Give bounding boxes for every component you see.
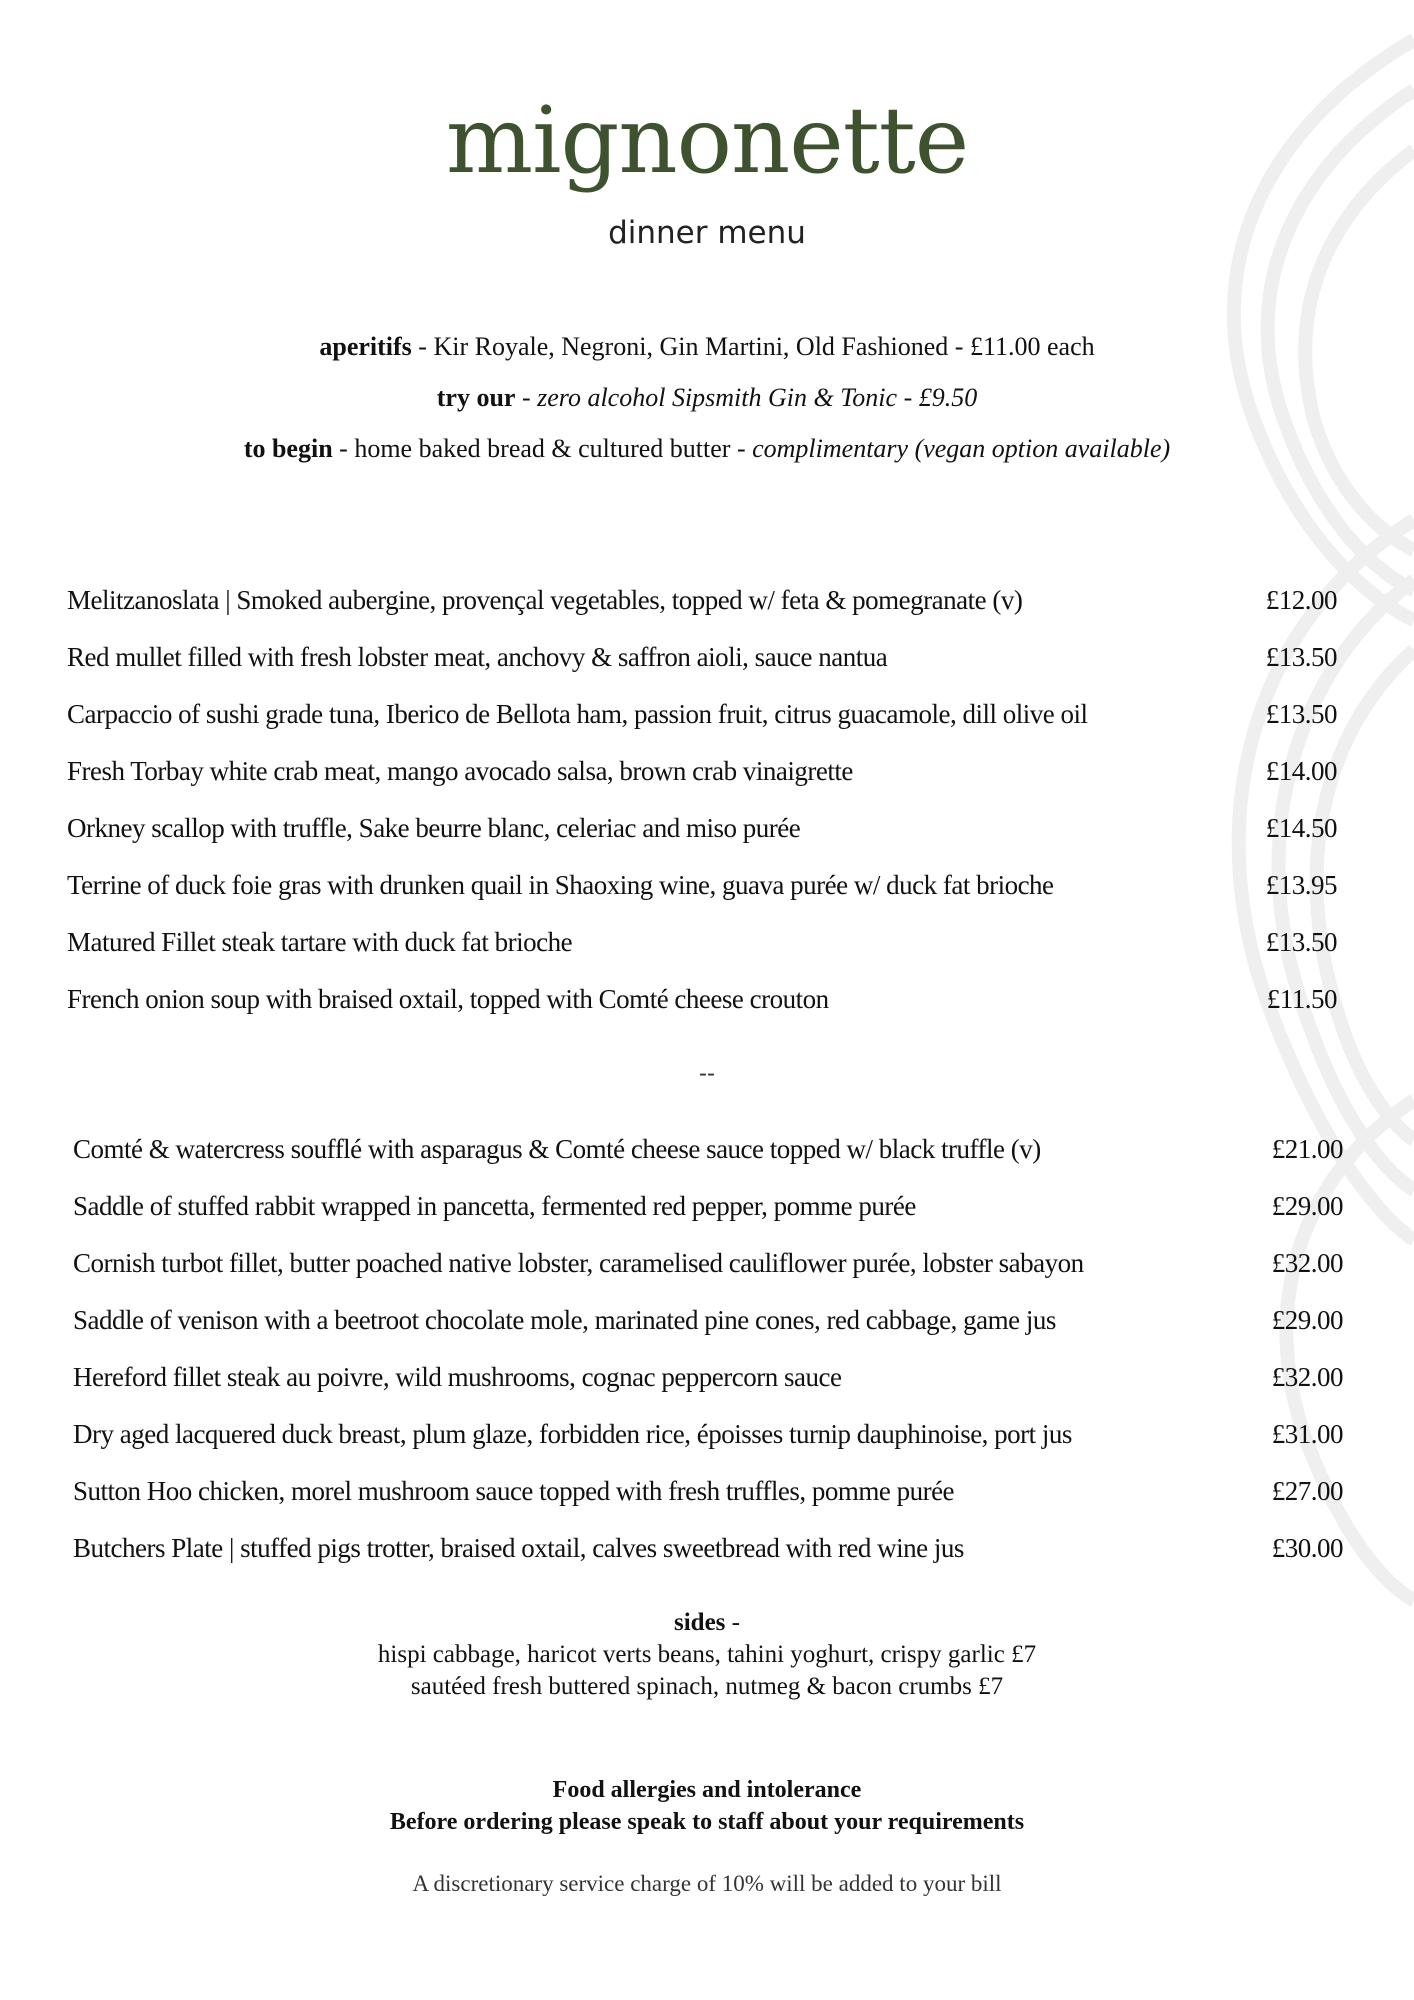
dish-name: French onion soup with braised oxtail, topped with Comté cheese crouton xyxy=(67,984,829,1014)
sides-sep: - xyxy=(725,1609,740,1636)
dish-price: £13.50 xyxy=(1265,699,1337,729)
dish-name: Fresh Torbay white crab meat, mango avocado salsa, brown crab vinaigrette xyxy=(67,756,853,786)
dish-name: Dry aged lacquered duck breast, plum glaze, forbidden rice, époisses turnip dauphinoise, port jus xyxy=(73,1419,1072,1449)
main-item xyxy=(73,1298,1343,1355)
dish-name: Sutton Hoo chicken, morel mushroom sauce topped with fresh truffles, pomme purée xyxy=(73,1476,955,1506)
dish-name: Butchers Plate | stuffed pigs trotter, braised oxtail, calves sweetbread with red wine jus xyxy=(73,1533,964,1563)
dish-name: Matured Fillet steak tartare with duck fat brioche xyxy=(67,927,573,957)
try-our-sep: - xyxy=(515,383,538,412)
dish-price: £11.50 xyxy=(1266,984,1337,1014)
dish-price: £31.00 xyxy=(1271,1419,1343,1449)
section-divider: -- xyxy=(699,1060,715,1087)
mains-list xyxy=(73,1127,1343,1583)
dish-name: Orkney scallop with truffle, Sake beurre blanc, celeriac and miso purée xyxy=(67,813,801,843)
starter-item xyxy=(67,806,1337,863)
starter-item xyxy=(67,578,1337,635)
starter-item xyxy=(67,863,1337,920)
brand-logo: mignonette xyxy=(445,87,969,194)
dish-price: £13.50 xyxy=(1265,642,1337,672)
dish-price: £13.50 xyxy=(1265,927,1337,957)
try-our-text: zero alcohol Sipsmith Gin & Tonic - £9.50 xyxy=(537,383,978,412)
allergy-note: Before ordering please speak to staff about your requirements xyxy=(389,1809,1025,1835)
dish-name: Cornish turbot fillet, butter poached native lobster, caramelised cauliflower purée, lobster sabayon xyxy=(73,1248,1084,1278)
to-begin-label: to begin xyxy=(243,434,333,463)
dish-price: £21.00 xyxy=(1271,1134,1343,1164)
to-begin-italic: complimentary (vegan option available) xyxy=(752,434,1171,463)
try-our-line xyxy=(0,379,1414,430)
dish-name: Terrine of duck foie gras with drunken quail in Shaoxing wine, guava purée w/ duck fat brioche xyxy=(67,870,1054,900)
service-charge-note: A discretionary service charge of 10% will be added to your bill xyxy=(412,1871,1002,1896)
dish-price: £32.00 xyxy=(1271,1362,1343,1392)
starter-item xyxy=(67,692,1337,749)
dish-price: £29.00 xyxy=(1271,1305,1343,1335)
aperitifs-text: - Kir Royale, Negroni, Gin Martini, Old Fashioned - £11.00 each xyxy=(411,332,1095,361)
main-item xyxy=(73,1412,1343,1469)
aperitifs-label: aperitifs xyxy=(319,332,412,361)
sides-label: sides xyxy=(674,1609,726,1636)
starter-item xyxy=(67,977,1337,1034)
starter-item xyxy=(67,920,1337,977)
dish-name: Saddle of stuffed rabbit wrapped in pancetta, fermented red pepper, pomme purée xyxy=(73,1191,916,1221)
dish-name: Carpaccio of sushi grade tuna, Iberico de Bellota ham, passion fruit, citrus guacamole, dill olive oil xyxy=(67,699,1088,729)
dish-price: £27.00 xyxy=(1271,1476,1343,1506)
starter-item xyxy=(67,635,1337,692)
main-item xyxy=(73,1355,1343,1412)
dish-price: £29.00 xyxy=(1271,1191,1343,1221)
dish-name: Melitzanoslata | Smoked aubergine, provençal vegetables, topped w/ feta & pomegranate (v) xyxy=(67,585,1023,615)
to-begin-line xyxy=(0,430,1414,481)
menu-subtitle: dinner menu xyxy=(608,215,806,251)
main-item xyxy=(73,1241,1343,1298)
main-item xyxy=(73,1469,1343,1526)
dish-price: £14.50 xyxy=(1265,813,1337,843)
dish-name: Hereford fillet steak au poivre, wild mushrooms, cognac peppercorn sauce xyxy=(73,1362,842,1392)
main-item xyxy=(73,1526,1343,1583)
to-begin-text: - home baked bread & cultured butter - xyxy=(332,434,753,463)
allergy-title: Food allergies and intolerance xyxy=(552,1777,862,1803)
dish-name: Comté & watercress soufflé with asparagus & Comté cheese sauce topped w/ black truffle (v) xyxy=(73,1134,1041,1164)
starter-item xyxy=(67,749,1337,806)
side-item: sautéed fresh buttered spinach, nutmeg & bacon crumbs £7 xyxy=(410,1673,1004,1700)
dish-name: Red mullet filled with fresh lobster meat, anchovy & saffron aioli, sauce nantua xyxy=(67,642,888,672)
dish-price: £32.00 xyxy=(1271,1248,1343,1278)
try-our-label: try our xyxy=(436,383,516,412)
dish-price: £30.00 xyxy=(1271,1533,1343,1563)
main-item xyxy=(73,1184,1343,1241)
main-item xyxy=(73,1127,1343,1184)
dish-price: £13.95 xyxy=(1265,870,1337,900)
dish-price: £14.00 xyxy=(1265,756,1337,786)
side-item: hispi cabbage, haricot verts beans, tahini yoghurt, crispy garlic £7 xyxy=(377,1641,1037,1668)
sides-heading xyxy=(0,1607,1414,1639)
aperitifs-line xyxy=(0,328,1414,379)
starters-list xyxy=(67,578,1337,1034)
dish-name: Saddle of venison with a beetroot chocolate mole, marinated pine cones, red cabbage, game jus xyxy=(73,1305,1056,1335)
allergy-notice xyxy=(0,1774,1414,1838)
sides-section xyxy=(0,1607,1414,1703)
intro-section xyxy=(0,328,1414,481)
dish-price: £12.00 xyxy=(1265,585,1337,615)
